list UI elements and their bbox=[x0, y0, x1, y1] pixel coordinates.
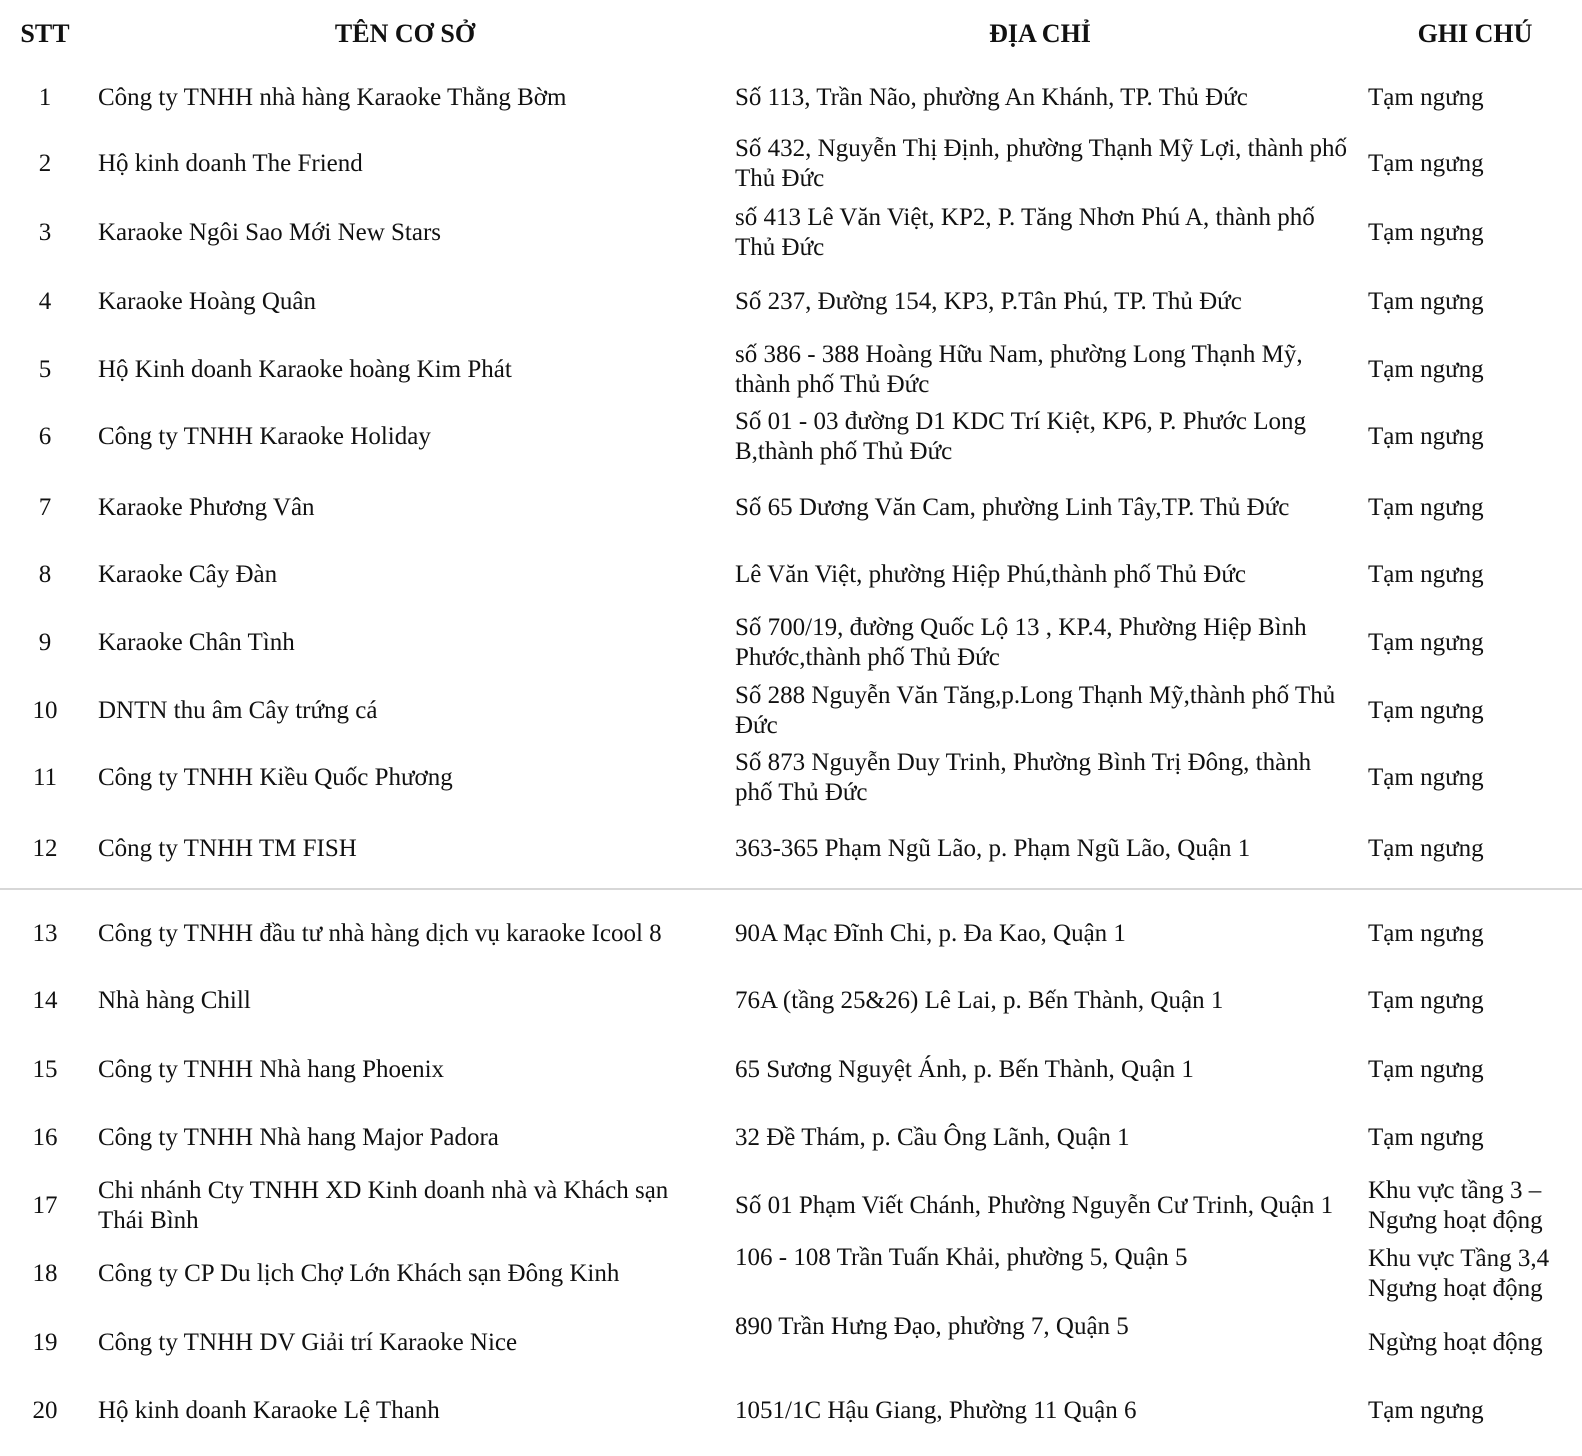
row-name: Công ty CP Du lịch Chợ Lớn Khách sạn Đông Kinh bbox=[98, 1260, 620, 1287]
row-note: Tạm ngưng bbox=[1368, 764, 1484, 791]
row-stt: 17 bbox=[32, 1192, 58, 1219]
row-address: 90A Mạc Đĩnh Chi, p. Đa Kao, Quận 1 bbox=[735, 920, 1126, 947]
row-note: Tạm ngưng bbox=[1368, 835, 1484, 862]
row-name: Karaoke Cây Đàn bbox=[98, 561, 278, 588]
row-note: Tạm ngưng bbox=[1368, 288, 1484, 315]
row-note: Tạm ngưng bbox=[1368, 629, 1484, 656]
row-name: Công ty TNHH nhà hàng Karaoke Thằng Bờm bbox=[98, 84, 567, 111]
row-note: Tạm ngưng bbox=[1368, 987, 1484, 1014]
table-row bbox=[0, 133, 1582, 195]
row-stt: 4 bbox=[38, 288, 52, 315]
table-row bbox=[0, 612, 1582, 674]
row-stt: 18 bbox=[32, 1260, 58, 1287]
row-stt: 9 bbox=[38, 629, 52, 656]
row-note: Tạm ngưng bbox=[1368, 1056, 1484, 1083]
row-address: số 386 - 388 Hoàng Hữu Nam, phường Long Thạnh Mỹ, thành phố Thủ Đức bbox=[735, 341, 1303, 398]
table-row bbox=[0, 979, 1582, 1023]
row-note: Tạm ngưng bbox=[1368, 219, 1484, 246]
table-row bbox=[0, 553, 1582, 597]
row-name: Karaoke Chân Tình bbox=[98, 629, 295, 656]
table-row bbox=[0, 1389, 1582, 1433]
row-address: Số 65 Dương Văn Cam, phường Linh Tây,TP. Thủ Đức bbox=[735, 494, 1290, 521]
row-stt: 14 bbox=[32, 987, 58, 1014]
row-stt: 13 bbox=[32, 920, 58, 947]
table-row bbox=[0, 1312, 1582, 1374]
row-note: Tạm ngưng bbox=[1368, 423, 1484, 450]
row-note: Tạm ngưng bbox=[1368, 150, 1484, 177]
row-stt: 3 bbox=[38, 219, 52, 246]
row-name: Công ty TNHH TM FISH bbox=[98, 835, 357, 862]
row-note: Tạm ngưng bbox=[1368, 561, 1484, 588]
table-row bbox=[0, 339, 1582, 401]
row-address: Số 01 Phạm Viết Chánh, Phường Nguyễn Cư Trinh, Quận 1 bbox=[735, 1192, 1334, 1219]
row-name: Công ty TNHH Kiều Quốc Phương bbox=[98, 764, 453, 791]
row-address: 106 - 108 Trần Tuấn Khải, phường 5, Quận 5 bbox=[735, 1244, 1188, 1271]
row-name: DNTN thu âm Cây trứng cá bbox=[98, 697, 378, 724]
row-address: Số 237, Đường 154, KP3, P.Tân Phú, TP. Thủ Đức bbox=[735, 288, 1242, 315]
row-address: 1051/1C Hậu Giang, Phường 11 Quận 6 bbox=[735, 1397, 1137, 1424]
row-address: Số 700/19, đường Quốc Lộ 13 , KP.4, Phường Hiệp Bình Phước,thành phố Thủ Đức bbox=[735, 614, 1307, 671]
row-address: 363-365 Phạm Ngũ Lão, p. Phạm Ngũ Lão, Quận 1 bbox=[735, 835, 1251, 862]
row-name: Karaoke Ngôi Sao Mới New Stars bbox=[98, 219, 442, 246]
table-row bbox=[0, 747, 1582, 809]
table-row bbox=[0, 406, 1582, 468]
row-address: Số 432, Nguyễn Thị Định, phường Thạnh Mỹ Lợi, thành phố Thủ Đức bbox=[735, 135, 1347, 192]
row-note: Tạm ngưng bbox=[1368, 494, 1484, 521]
table-header bbox=[0, 14, 1582, 54]
row-stt: 6 bbox=[38, 423, 52, 450]
row-name: Chi nhánh Cty TNHH XD Kinh doanh nhà và Khách sạn Thái Bình bbox=[98, 1177, 669, 1234]
table-row bbox=[0, 280, 1582, 324]
row-name: Công ty TNHH DV Giải trí Karaoke Nice bbox=[98, 1329, 518, 1356]
row-name: Karaoke Phương Vân bbox=[98, 494, 315, 521]
row-stt: 16 bbox=[32, 1124, 58, 1151]
row-note: Khu vực Tầng 3,4 Ngưng hoạt động bbox=[1368, 1245, 1550, 1302]
table-row bbox=[0, 76, 1582, 120]
row-note: Tạm ngưng bbox=[1368, 697, 1484, 724]
table-row bbox=[0, 1116, 1582, 1160]
row-stt: 10 bbox=[32, 697, 58, 724]
table-row bbox=[0, 202, 1582, 264]
row-note: Tạm ngưng bbox=[1368, 1397, 1484, 1424]
row-stt: 20 bbox=[32, 1397, 58, 1424]
row-stt: 1 bbox=[38, 84, 52, 111]
row-name: Công ty TNHH Karaoke Holiday bbox=[98, 423, 431, 450]
row-address: Số 873 Nguyễn Duy Trinh, Phường Bình Trị Đông, thành phố Thủ Đức bbox=[735, 749, 1312, 806]
row-name: Nhà hàng Chill bbox=[98, 987, 251, 1014]
row-stt: 19 bbox=[32, 1329, 58, 1356]
row-name: Hộ kinh doanh Karaoke Lệ Thanh bbox=[98, 1397, 440, 1424]
row-address: Lê Văn Việt, phường Hiệp Phú,thành phố Thủ Đức bbox=[735, 561, 1246, 588]
row-address: 65 Sương Nguyệt Ánh, p. Bến Thành, Quận 1 bbox=[735, 1056, 1194, 1083]
page-divider bbox=[0, 888, 1582, 890]
table-row bbox=[0, 1243, 1582, 1305]
table-row bbox=[0, 680, 1582, 742]
row-address: số 413 Lê Văn Việt, KP2, P. Tăng Nhơn Phú A, thành phố Thủ Đức bbox=[735, 204, 1315, 261]
header-name: TÊN CƠ SỞ bbox=[334, 19, 476, 48]
row-name: Công ty TNHH đầu tư nhà hàng dịch vụ karaoke Icool 8 bbox=[98, 920, 662, 947]
table-row bbox=[0, 1048, 1582, 1092]
row-address: 32 Đề Thám, p. Cầu Ông Lãnh, Quận 1 bbox=[735, 1124, 1130, 1151]
row-name: Hộ kinh doanh The Friend bbox=[98, 150, 363, 177]
row-stt: 7 bbox=[38, 494, 52, 521]
row-stt: 15 bbox=[32, 1056, 58, 1083]
row-stt: 11 bbox=[32, 764, 58, 791]
row-address: Số 01 - 03 đường D1 KDC Trí Kiệt, KP6, P. Phước Long B,thành phố Thủ Đức bbox=[735, 408, 1306, 465]
row-address: Số 113, Trần Não, phường An Khánh, TP. Thủ Đức bbox=[735, 84, 1248, 111]
row-stt: 8 bbox=[38, 561, 52, 588]
row-name: Hộ Kinh doanh Karaoke hoàng Kim Phát bbox=[98, 356, 512, 383]
row-note: Tạm ngưng bbox=[1368, 84, 1484, 111]
table-row bbox=[0, 827, 1582, 871]
row-note: Khu vực tầng 3 – Ngưng hoạt động bbox=[1368, 1177, 1543, 1234]
row-note: Ngừng hoạt động bbox=[1368, 1329, 1543, 1356]
table-row bbox=[0, 486, 1582, 530]
row-note: Tạm ngưng bbox=[1368, 920, 1484, 947]
row-name: Karaoke Hoàng Quân bbox=[98, 288, 316, 315]
row-name: Công ty TNHH Nhà hang Major Padora bbox=[98, 1124, 499, 1151]
row-stt: 5 bbox=[38, 356, 52, 383]
table-row bbox=[0, 1175, 1582, 1237]
row-note: Tạm ngưng bbox=[1368, 356, 1484, 383]
row-note: Tạm ngưng bbox=[1368, 1124, 1484, 1151]
header-note: GHI CHÚ bbox=[1417, 19, 1533, 48]
row-address: 890 Trần Hưng Đạo, phường 7, Quận 5 bbox=[735, 1313, 1129, 1340]
row-address: Số 288 Nguyễn Văn Tăng,p.Long Thạnh Mỹ,thành phố Thủ Đức bbox=[735, 682, 1336, 739]
header-address: ĐỊA CHỈ bbox=[989, 19, 1091, 48]
row-address: 76A (tầng 25&26) Lê Lai, p. Bến Thành, Quận 1 bbox=[735, 987, 1224, 1014]
table-row bbox=[0, 912, 1582, 956]
header-stt: STT bbox=[20, 19, 70, 48]
row-stt: 2 bbox=[38, 150, 52, 177]
row-name: Công ty TNHH Nhà hang Phoenix bbox=[98, 1056, 445, 1083]
row-stt: 12 bbox=[32, 835, 58, 862]
